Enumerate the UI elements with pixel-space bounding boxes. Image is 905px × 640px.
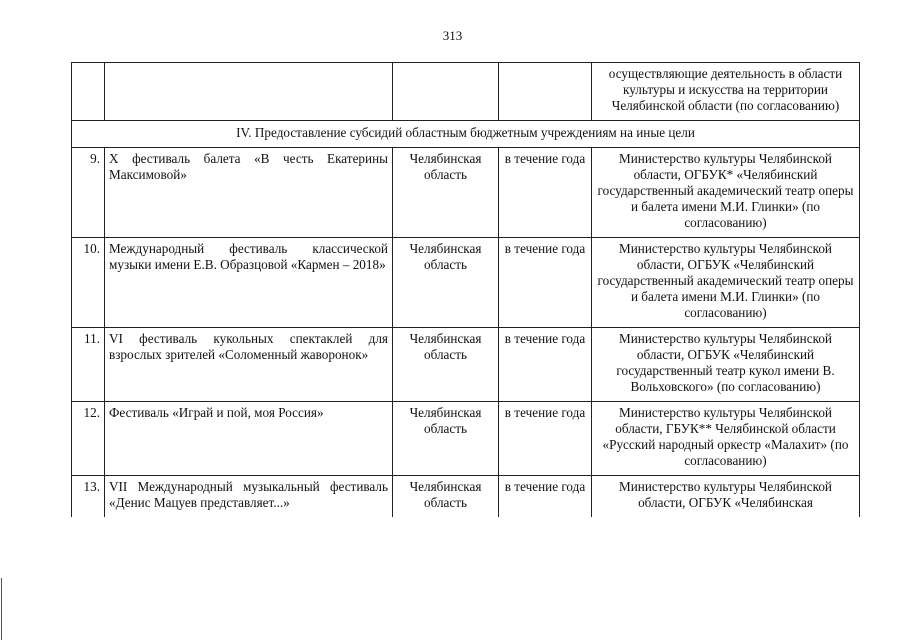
table-row [72, 476, 860, 518]
row-number: 9. [72, 148, 105, 238]
event-period: в течение года [499, 476, 592, 518]
event-name: Фестиваль «Играй и пой, моя Россия» [105, 402, 393, 476]
table-row [72, 328, 860, 402]
event-period: в течение года [499, 238, 592, 328]
section-header-row [72, 121, 860, 148]
table-row [72, 402, 860, 476]
event-period: в течение года [499, 148, 592, 238]
event-place: Челябинская область [393, 328, 499, 402]
event-responsible: Министерство культуры Челябинской области, ОГБУК «Челябинская [592, 476, 860, 518]
event-period: в течение года [499, 328, 592, 402]
event-place: Челябинская область [393, 476, 499, 518]
event-name: VII Международный музыкальный фестиваль «Денис Мацуев представляет...» [105, 476, 393, 518]
scan-margin-line [1, 578, 2, 640]
blank-cell [72, 63, 105, 121]
event-place: Челябинская область [393, 148, 499, 238]
table-row [72, 238, 860, 328]
event-place: Челябинская область [393, 402, 499, 476]
event-responsible: Министерство культуры Челябинской области, ОГБУК «Челябинский государственный театр кукол имени В. Вольховского» (по согласованию) [592, 328, 860, 402]
events-table [71, 62, 860, 517]
event-name: Международный фестиваль классической музыки имени Е.В. Образцовой «Кармен – 2018» [105, 238, 393, 328]
blank-cell [105, 63, 393, 121]
event-responsible: Министерство культуры Челябинской области, ОГБУК «Челябинский государственный академический театр оперы и балета имени М.И. Глинки» (по согласованию) [592, 238, 860, 328]
row-number: 12. [72, 402, 105, 476]
row-number: 11. [72, 328, 105, 402]
blank-cell [393, 63, 499, 121]
responsible-cell: осуществляющие деятельность в области культуры и искусства на территории Челябинской области (по согласованию) [592, 63, 860, 121]
continuation-row [72, 63, 860, 121]
blank-cell [499, 63, 592, 121]
row-number: 10. [72, 238, 105, 328]
event-name: X фестиваль балета «В честь Екатерины Максимовой» [105, 148, 393, 238]
event-name: VI фестиваль кукольных спектаклей для взрослых зрителей «Соломенный жаворонок» [105, 328, 393, 402]
section-title: IV. Предоставление субсидий областным бюджетным учреждениям на иные цели [72, 121, 860, 148]
event-period: в течение года [499, 402, 592, 476]
event-place: Челябинская область [393, 238, 499, 328]
page-number: 313 [442, 28, 463, 43]
table-row [72, 148, 860, 238]
event-responsible: Министерство культуры Челябинской области, ОГБУК* «Челябинский государственный академический театр оперы и балета имени М.И. Глинки» (по согласованию) [592, 148, 860, 238]
event-responsible: Министерство культуры Челябинской области, ГБУК** Челябинской области «Русский народный оркестр «Малахит» (по согласованию) [592, 402, 860, 476]
row-number: 13. [72, 476, 105, 518]
